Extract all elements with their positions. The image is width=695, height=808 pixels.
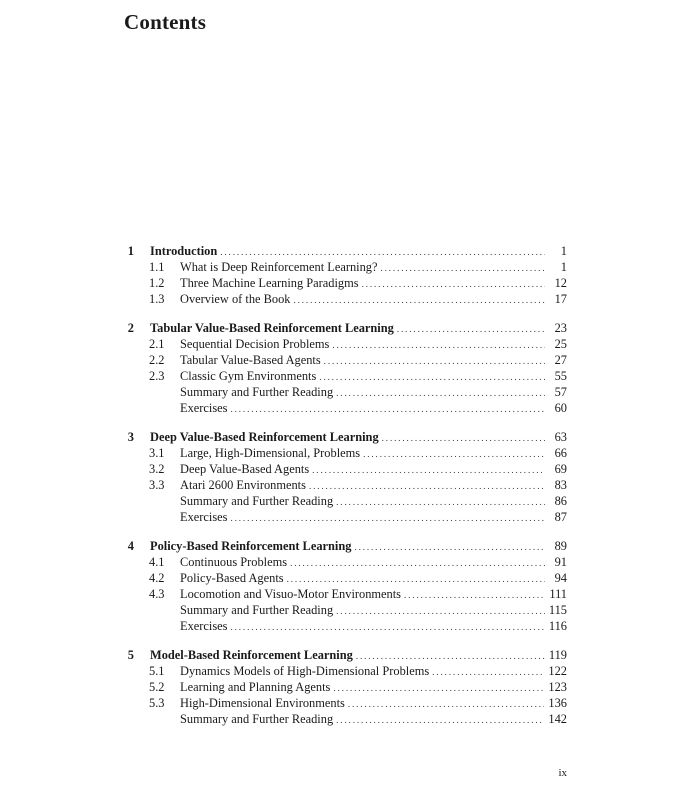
page-number: 1: [560, 244, 567, 258]
section-number: 5.3: [149, 696, 165, 710]
chapter-title: Tabular Value-Based Reinforcement Learning: [150, 321, 394, 335]
section-title: Exercises: [180, 619, 228, 633]
section-title: Summary and Further Reading: [180, 712, 334, 726]
chapter-5: [0, 647, 695, 727]
dot-leader: [348, 696, 545, 712]
page-number: 63: [554, 430, 567, 444]
dot-leader: [356, 648, 545, 664]
page-number: 12: [554, 276, 567, 290]
section-title: Three Machine Learning Paradigms: [180, 276, 359, 290]
section-row[interactable]: [0, 352, 695, 368]
dot-leader: [312, 462, 545, 478]
dot-leader: [363, 446, 545, 462]
page-number: 60: [554, 401, 567, 415]
page-number: 1: [560, 260, 567, 274]
section-title: Locomotion and Visuo-Motor Environments: [180, 587, 402, 601]
dot-leader: [319, 369, 545, 385]
section-title: Summary and Further Reading: [180, 494, 334, 508]
page-number: 119: [548, 648, 567, 662]
dot-leader: [290, 555, 545, 571]
section-title: Summary and Further Reading: [180, 385, 334, 399]
section-number: 5.2: [149, 680, 165, 694]
page-number: 23: [554, 321, 567, 335]
section-title: Tabular Value-Based Agents: [180, 353, 321, 367]
section-row[interactable]: [0, 368, 695, 384]
section-row[interactable]: [0, 477, 695, 493]
page-number: 94: [554, 571, 567, 585]
section-number: 5.1: [149, 664, 165, 678]
dot-leader: [380, 260, 545, 276]
dot-leader: [336, 603, 545, 619]
dot-leader: [333, 680, 544, 696]
chapter-number: 4: [127, 539, 134, 553]
page-number: 83: [554, 478, 567, 492]
section-row[interactable]: [0, 509, 695, 525]
chapter-3: [0, 429, 695, 525]
dot-leader: [293, 292, 545, 308]
section-title: Continuous Problems: [180, 555, 288, 569]
section-number: 4.1: [149, 555, 165, 569]
chapter-title: Introduction: [150, 244, 218, 258]
section-row[interactable]: [0, 400, 695, 416]
page-title: Contents: [124, 10, 207, 34]
section-title: What is Deep Reinforcement Learning?: [180, 260, 378, 274]
page-number: 87: [554, 510, 567, 524]
page-number: 69: [554, 462, 567, 476]
dot-leader: [404, 587, 545, 603]
chapter-number: 1: [127, 244, 134, 258]
page-number: 17: [554, 292, 567, 306]
chapter-heading-row[interactable]: [0, 538, 695, 554]
section-number: 3.3: [149, 478, 165, 492]
section-row[interactable]: [0, 259, 695, 275]
section-row[interactable]: [0, 336, 695, 352]
dot-leader: [220, 244, 545, 260]
section-row[interactable]: [0, 618, 695, 634]
section-number: 3.2: [149, 462, 165, 476]
chapter-title: Policy-Based Reinforcement Learning: [150, 539, 352, 553]
dot-leader: [397, 321, 545, 337]
dot-leader: [230, 619, 544, 635]
section-number: 3.1: [149, 446, 165, 460]
section-title: Learning and Planning Agents: [180, 680, 331, 694]
section-row[interactable]: [0, 695, 695, 711]
chapter-heading-row[interactable]: [0, 243, 695, 259]
page-number: 66: [554, 446, 567, 460]
section-number: 2.2: [149, 353, 165, 367]
section-row[interactable]: [0, 602, 695, 618]
section-row[interactable]: [0, 461, 695, 477]
section-number: 4.3: [149, 587, 165, 601]
chapter-number: 2: [127, 321, 134, 335]
section-row[interactable]: [0, 384, 695, 400]
chapter-heading-row[interactable]: [0, 429, 695, 445]
page-number: 111: [549, 587, 567, 601]
dot-leader: [332, 337, 545, 353]
section-title: Exercises: [180, 401, 228, 415]
page-number: 142: [548, 712, 567, 726]
section-number: 1.3: [149, 292, 165, 306]
section-number: 2.3: [149, 369, 165, 383]
page-number: 136: [548, 696, 567, 710]
page-number: 122: [548, 664, 567, 678]
section-row[interactable]: [0, 570, 695, 586]
section-number: 2.1: [149, 337, 165, 351]
section-row[interactable]: [0, 275, 695, 291]
section-title: High-Dimensional Environments: [180, 696, 345, 710]
section-number: 4.2: [149, 571, 165, 585]
page-number: 116: [548, 619, 567, 633]
section-row[interactable]: [0, 554, 695, 570]
dot-leader: [432, 664, 544, 680]
page-number: 25: [554, 337, 567, 351]
section-title: Atari 2600 Environments: [180, 478, 306, 492]
section-title: Classic Gym Environments: [180, 369, 317, 383]
dot-leader: [362, 276, 545, 292]
section-title: Exercises: [180, 510, 228, 524]
page-number: 57: [554, 385, 567, 399]
section-number: 1.2: [149, 276, 165, 290]
section-title: Summary and Further Reading: [180, 603, 334, 617]
page-number: 55: [554, 369, 567, 383]
chapter-2: [0, 320, 695, 416]
chapter-heading-row[interactable]: [0, 320, 695, 336]
dot-leader: [354, 539, 545, 555]
section-title: Deep Value-Based Agents: [180, 462, 310, 476]
dot-leader: [336, 712, 544, 728]
dot-leader: [287, 571, 545, 587]
dot-leader: [382, 430, 545, 446]
chapter-number: 5: [127, 648, 134, 662]
section-title: Policy-Based Agents: [180, 571, 284, 585]
dot-leader: [336, 385, 545, 401]
section-row[interactable]: [0, 711, 695, 727]
page-number: 89: [554, 539, 567, 553]
dot-leader: [336, 494, 545, 510]
dot-leader: [324, 353, 545, 369]
section-row[interactable]: [0, 291, 695, 307]
section-row[interactable]: [0, 493, 695, 509]
page-folio: ix: [558, 767, 567, 779]
page-number: 115: [548, 603, 567, 617]
dot-leader: [230, 401, 545, 417]
section-number: 1.1: [149, 260, 165, 274]
chapter-4: [0, 538, 695, 634]
chapter-title: Deep Value-Based Reinforcement Learning: [150, 430, 379, 444]
page-number: 86: [554, 494, 567, 508]
chapter-1: [0, 243, 695, 307]
section-row[interactable]: [0, 445, 695, 461]
chapter-number: 3: [127, 430, 134, 444]
chapter-title: Model-Based Reinforcement Learning: [150, 648, 353, 662]
chapter-heading-row[interactable]: [0, 647, 695, 663]
section-row[interactable]: [0, 586, 695, 602]
section-row[interactable]: [0, 663, 695, 679]
dot-leader: [309, 478, 545, 494]
section-title: Overview of the Book: [180, 292, 291, 306]
page-number: 123: [548, 680, 567, 694]
page-number: 27: [554, 353, 567, 367]
section-title: Large, High-Dimensional, Problems: [180, 446, 361, 460]
dot-leader: [230, 510, 545, 526]
section-title: Dynamics Models of High-Dimensional Problems: [180, 664, 430, 678]
page-number: 91: [554, 555, 567, 569]
table-of-contents: [0, 243, 695, 740]
section-title: Sequential Decision Problems: [180, 337, 330, 351]
section-row[interactable]: [0, 679, 695, 695]
